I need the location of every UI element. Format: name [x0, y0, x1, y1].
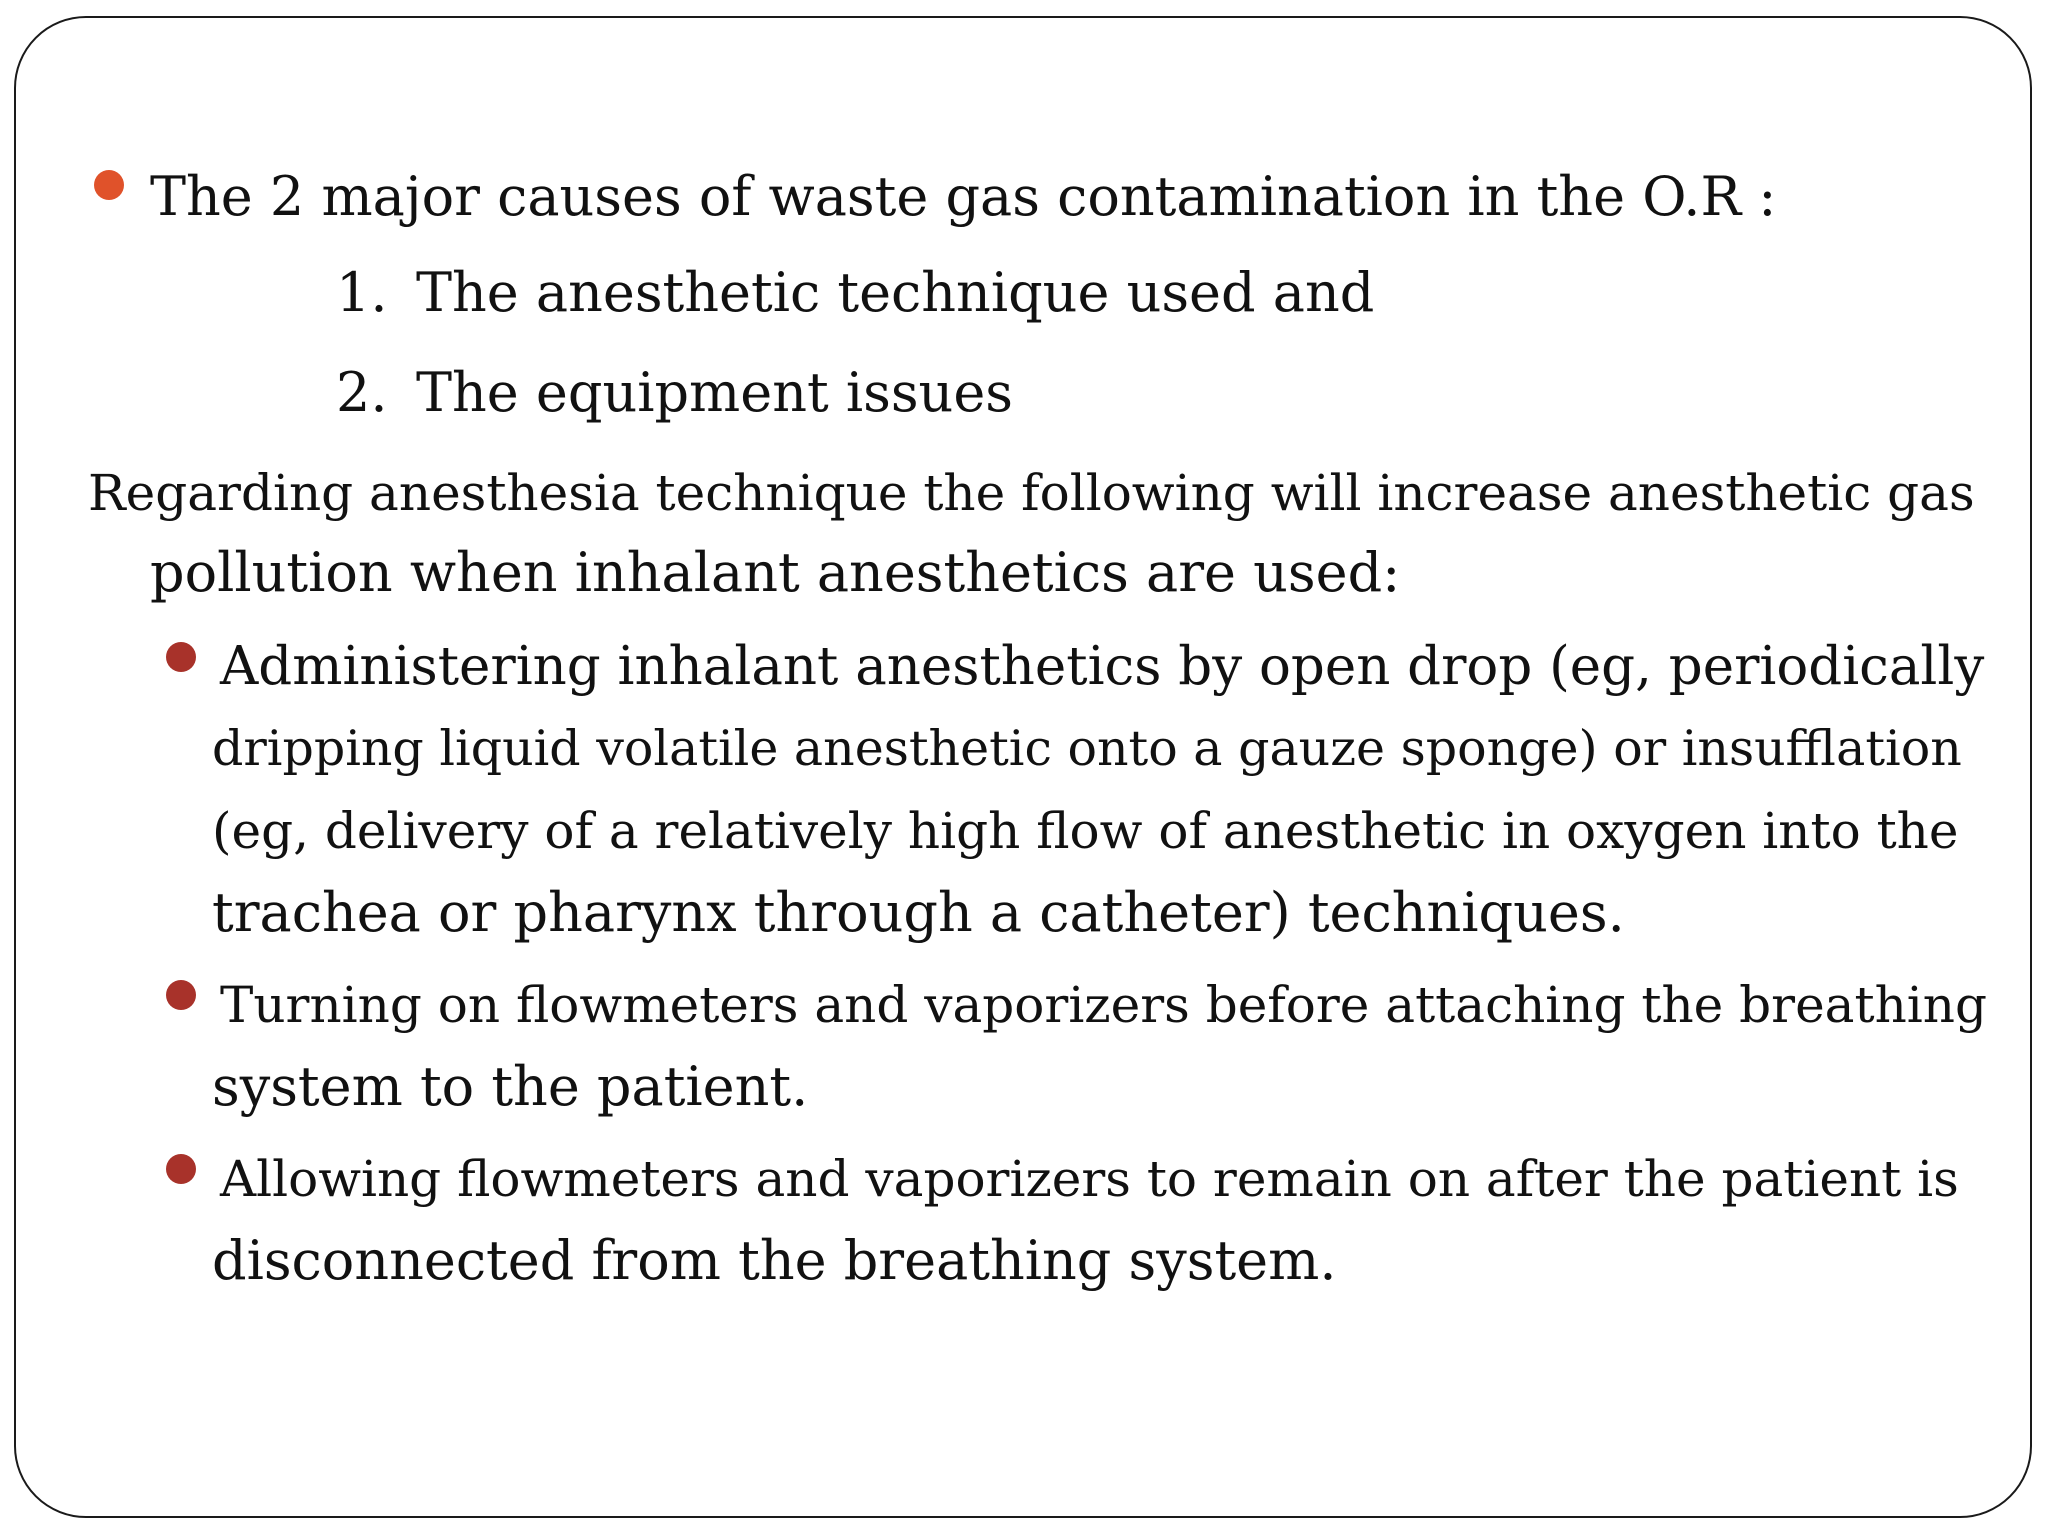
item-1-line-3: (eg, delivery of a relatively high flow of anesthetic in oxygen into the: [212, 802, 1959, 860]
cause-number-1: 1.: [336, 261, 388, 324]
intro-line-1: Regarding anesthesia technique the following will increase anesthetic gas: [88, 464, 1975, 522]
item-1-line-2: dripping liquid volatile anesthetic onto a gauze sponge) or insufflation: [212, 720, 1962, 777]
item-1-line-1: Administering inhalant anesthetics by open drop (eg, periodically: [220, 636, 1985, 697]
sub-bullet-icon: [166, 642, 196, 672]
item-2-line-2: system to the patient.: [212, 1055, 809, 1118]
item-3-line-2: disconnected from the breathing system.: [212, 1229, 1337, 1292]
cause-number-2: 2.: [336, 361, 388, 424]
header-bullet-text: The 2 major causes of waste gas contamination in the O.R :: [150, 165, 1777, 228]
item-3-line-1: Allowing flowmeters and vaporizers to remain on after the patient is: [220, 1150, 1959, 1208]
primary-bullet-icon: [94, 170, 124, 200]
intro-line-2: pollution when inhalant anesthetics are used:: [150, 541, 1401, 604]
sub-bullet-icon: [166, 1154, 196, 1184]
cause-text-1: The anesthetic technique used and: [416, 261, 1375, 324]
cause-text-2: The equipment issues: [416, 361, 1014, 424]
item-1-line-4: trachea or pharynx through a catheter) techniques.: [212, 881, 1625, 944]
sub-bullet-icon: [166, 980, 196, 1010]
item-2-line-1: Turning on flowmeters and vaporizers before attaching the breathing: [220, 976, 1987, 1034]
